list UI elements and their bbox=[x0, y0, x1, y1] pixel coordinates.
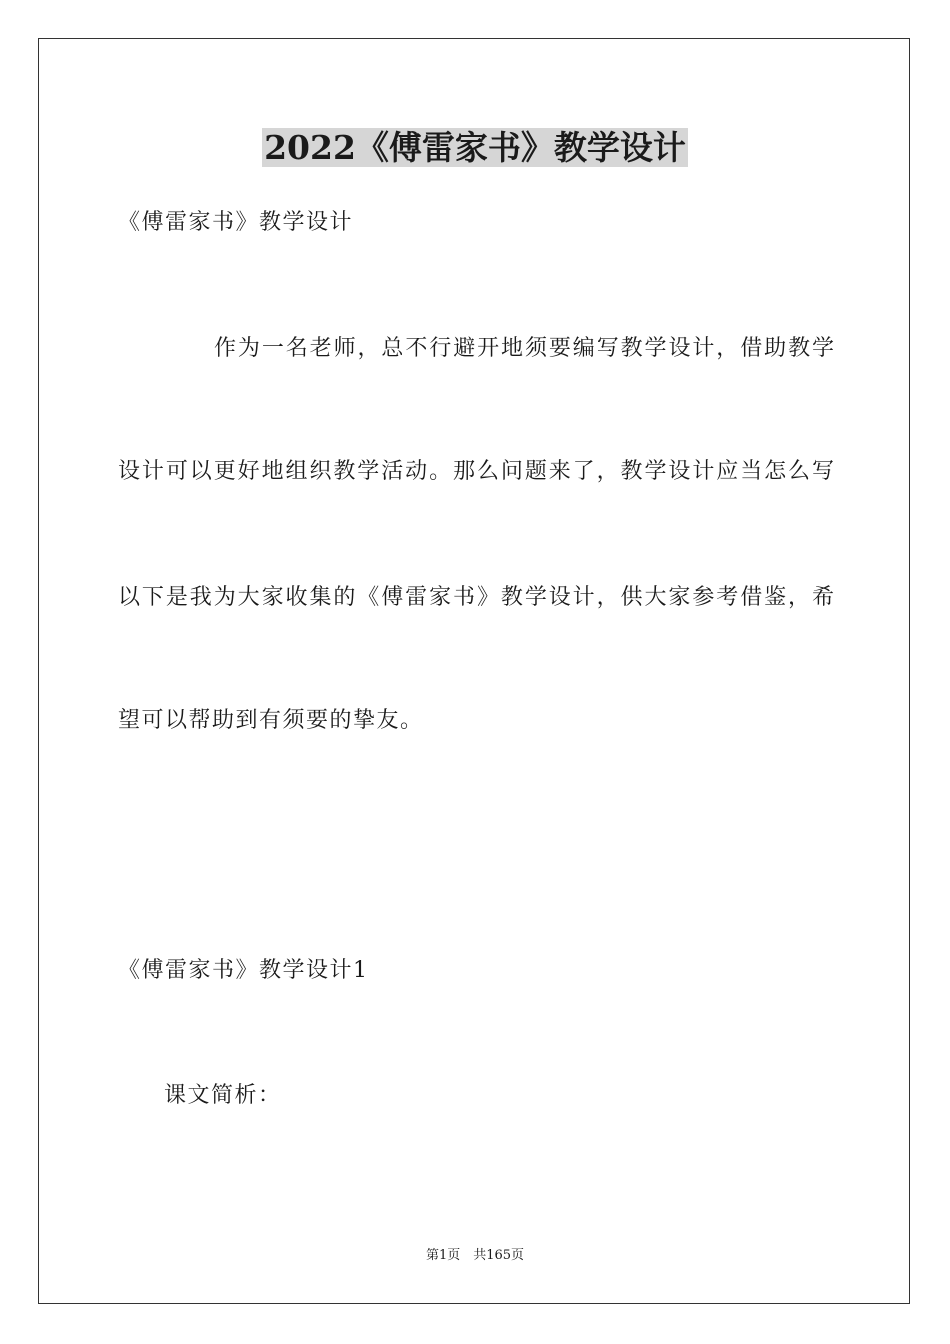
paragraph-line-1: 作为一名老师，总不行避开地须要编写教学设计，借助教学 bbox=[214, 336, 834, 361]
paragraph-line-2: 设计可以更好地组织教学活动。那么问题来了，教学设计应当怎么写 bbox=[118, 459, 834, 484]
document-title bbox=[0, 126, 950, 170]
section-heading: 《傅雷家书》教学设计1 bbox=[118, 958, 369, 983]
paragraph-line-3: 以下是我为大家收集的《傅雷家书》教学设计，供大家参考借鉴，希 bbox=[118, 585, 834, 610]
page-footer: 第1页 共165页 bbox=[425, 1248, 525, 1263]
document-title-text: 2022《傅雷家书》教学设计 bbox=[264, 128, 686, 167]
document-subtitle: 《傅雷家书》教学设计 bbox=[118, 210, 354, 235]
section-label: 课文简析： bbox=[164, 1083, 282, 1108]
paragraph-line-4: 望可以帮助到有须要的挚友。 bbox=[118, 708, 424, 733]
